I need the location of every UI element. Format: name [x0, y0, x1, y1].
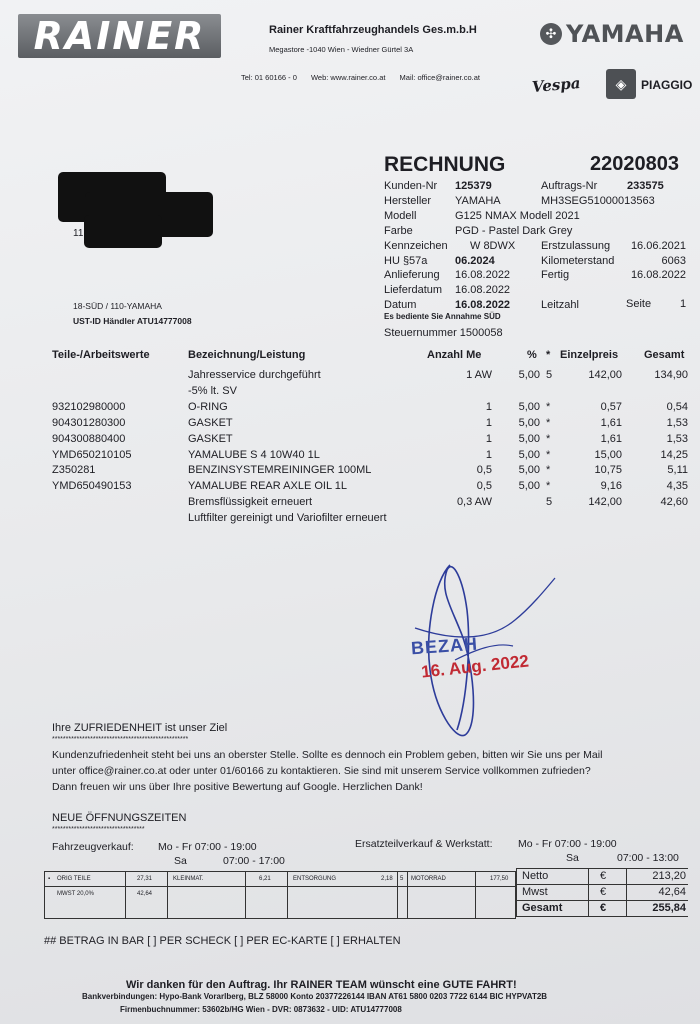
ust-id: UST-ID Händler ATU14777008	[73, 316, 192, 326]
field-value: 16.06.2021	[630, 239, 686, 252]
cell-total: 14,25	[660, 448, 688, 461]
cell-pct: 5,00	[518, 480, 540, 493]
stamp-date: 16. Aug. 2022	[420, 651, 530, 682]
satisfaction-line-2: unter office@rainer.co.at oder unter 01/60166 zu kontaktieren. Sie sind mit unserem Service vollkommen zufrieden?	[52, 765, 591, 777]
contact-mail: Mail: office@rainer.co.at	[399, 73, 480, 82]
vat-total-label: Mwst	[522, 886, 548, 898]
cell-qty: 0,5	[476, 480, 492, 493]
small-material-label: KLEINMAT.	[173, 876, 204, 882]
cell-pct: 5,00	[518, 369, 540, 381]
field-value: 125379	[455, 180, 492, 192]
cell-qty: 0,5	[476, 464, 492, 477]
orig-parts-label: ORIG TEILE	[57, 876, 91, 882]
cell-part: 904300880400	[52, 432, 126, 445]
cell-desc: YAMALUBE REAR AXLE OIL 1L	[188, 480, 347, 493]
cell-unit: 10,75	[594, 464, 622, 477]
grand-total-label: Gesamt	[522, 902, 563, 914]
orig-parts-value: 27,31	[137, 876, 153, 882]
col-header-qty: Anzahl Me	[427, 349, 482, 361]
field-value: MH3SEG51000013563	[541, 194, 655, 207]
cell-unit: 1,61	[600, 432, 622, 445]
payment-line: ## BETRAG IN BAR [ ] PER SCHECK [ ] PER EC-KARTE [ ] ERHALTEN	[44, 935, 401, 947]
satisfaction-stars: **************************************************	[52, 736, 189, 743]
currency-symbol: €	[600, 902, 607, 914]
paid-stamp: BEZAH	[410, 633, 479, 659]
hours-stars: **********************************	[52, 826, 145, 833]
satisfaction-line-1: Kundenzufriedenheit steht bei uns an oberster Stelle. Sollte es dennoch ein Problem geben, bitten wir Sie uns per Mail	[52, 749, 603, 761]
cell-part: YMD650490153	[52, 480, 132, 493]
satisfaction-title: Ihre ZUFRIEDENHEIT ist unser Ziel	[52, 722, 228, 734]
company-register: Firmenbuchnummer: 53602b/HG Wien - DVR: 0873632 - UID: ATU14777008	[120, 1005, 402, 1014]
cell-pct: 5,00	[518, 464, 540, 477]
field-label: Datum	[384, 299, 417, 312]
vehicle-sales-weekday: Mo - Fr 07:00 - 19:00	[158, 841, 257, 853]
cell-part: 932102980000	[52, 400, 126, 413]
yamaha-tuning-fork-icon: ✣	[540, 23, 562, 45]
field-label: HU §57a	[384, 254, 428, 267]
cell-pct: 5,00	[518, 448, 540, 461]
company-address: Megastore -1040 Wien - Wiedner Gürtel 3A	[269, 45, 414, 54]
cell-unit: 15,00	[594, 448, 622, 461]
tax-number: Steuernummer 1500058	[384, 327, 503, 339]
field-label: Anlieferung	[384, 269, 440, 282]
cell-total: 134,90	[654, 369, 688, 381]
thanks-line: Wir danken für den Auftrag. Ihr RAINER TEAM wünscht eine GUTE FAHRT!	[126, 979, 517, 991]
yamaha-logo	[540, 20, 684, 48]
cell-qty: 1	[485, 448, 492, 461]
field-value: 233575	[627, 180, 664, 192]
cell-unit: 9,16	[600, 480, 622, 493]
field-value: 16.08.2022	[455, 299, 511, 312]
company-name: Rainer Kraftfahrzeughandels Ges.m.b.H	[269, 24, 477, 36]
cell-unit: 1,61	[600, 416, 622, 429]
parts-sat-label: Sa	[566, 852, 579, 864]
grand-total-value: 255,84	[652, 902, 686, 914]
totals-box	[516, 868, 688, 917]
cell-qty: 1	[485, 416, 492, 429]
cell-qty: 1	[485, 432, 492, 445]
field-value: PGD - Pastel Dark Grey	[455, 224, 573, 237]
parts-sat: 07:00 - 13:00	[617, 852, 679, 864]
cost-summary-box: ▪ ORIG TEILE 27,31 KLEINMAT. 6,21 ENTSORGUNG 2,18 5 MOTORRAD 177,50 MWST 20,0% 42,64	[44, 871, 516, 919]
net-label: Netto	[522, 870, 549, 882]
contact-line	[241, 73, 492, 82]
cell-desc: YAMALUBE S 4 10W40 1L	[188, 448, 320, 461]
cell-qty: 0,3 AW	[456, 496, 492, 509]
field-label: Hersteller	[384, 194, 432, 207]
field-label: Kunden-Nr	[384, 180, 438, 192]
cell-pct: 5,00	[518, 432, 540, 445]
field-value: 16.08.2022	[455, 269, 511, 282]
small-material-value: 6,21	[259, 876, 271, 882]
cell-part: Z350281	[52, 464, 96, 477]
field-label: Leitzahl	[541, 299, 579, 312]
cell-star: *	[546, 448, 551, 461]
cell-star: *	[546, 480, 551, 493]
field-label: Erstzulassung	[541, 239, 611, 252]
disposal-label: ENTSORGUNG	[293, 876, 337, 882]
vehicle-sales-label: Fahrzeugverkauf:	[52, 841, 134, 853]
rainer-logo: RAINER	[18, 14, 221, 58]
currency-symbol: €	[600, 870, 607, 882]
served-by: Es bediente Sie Annahme SÜD	[384, 312, 501, 321]
cell-total: 5,11	[667, 464, 688, 477]
satisfaction-line-3: Dann freuen wir uns über Ihre positive Bewertung auf Google. Herzlichen Dank!	[52, 781, 423, 793]
cell-total: 1,53	[666, 416, 688, 429]
vat-label: MWST 20,0%	[57, 891, 94, 897]
col-header-total: Gesamt	[644, 349, 685, 361]
vespa-logo: Vespa	[531, 73, 582, 97]
cell-total: 0,54	[666, 400, 688, 413]
cell-unit: 0,57	[600, 400, 622, 413]
cell-star: *	[546, 400, 551, 413]
disposal-value: 2,18	[381, 876, 393, 882]
cell-star: 5	[546, 496, 553, 509]
col-header-star: *	[546, 349, 551, 361]
col-header-part: Teile-/Arbeitswerte	[52, 349, 150, 361]
cell-desc: Bremsflüssigkeit erneuert	[188, 496, 313, 509]
yamaha-logo-text: YAMAHA	[566, 20, 684, 48]
contact-web: Web: www.rainer.co.at	[310, 73, 386, 82]
field-label: Auftrags-Nr	[541, 180, 598, 192]
parts-label: Ersatzteilverkauf & Werkstatt:	[355, 838, 493, 850]
cell-desc: GASKET	[188, 432, 233, 445]
cell-desc: -5% lt. SV	[188, 384, 237, 397]
cell-star: 5	[546, 369, 553, 381]
col-header-desc: Bezeichnung/Leistung	[188, 349, 306, 361]
field-value: 06.2024	[455, 254, 495, 267]
cell-desc: Jahresservice durchgeführt	[188, 369, 321, 381]
field-value: G125 NMAX Modell 2021	[455, 209, 580, 222]
field-label: Modell	[384, 209, 417, 222]
field-label: Farbe	[384, 224, 413, 237]
cell-desc: GASKET	[188, 416, 233, 429]
hours-title: NEUE ÖFFNUNGSZEITEN	[52, 812, 187, 824]
cell-unit: 142,00	[588, 369, 622, 381]
vat-total-value: 42,64	[658, 886, 686, 898]
net-value: 213,20	[652, 870, 686, 882]
page-number: 1	[680, 298, 687, 310]
field-label: Kilometerstand	[541, 254, 615, 267]
cell-total: 4,35	[666, 480, 688, 493]
piaggio-shield-icon: ◈	[606, 69, 636, 99]
cell-star: *	[546, 464, 551, 477]
cell-pct: 5,00	[518, 416, 540, 429]
vehicle-sales-sat: 07:00 - 17:00	[223, 855, 285, 867]
field-value: 16.08.2022	[455, 284, 511, 297]
invoice-title: RECHNUNG	[384, 153, 506, 176]
cell-qty: 1	[485, 400, 492, 413]
cell-pct: 5,00	[518, 400, 540, 413]
vat-value: 42,64	[137, 891, 153, 897]
currency-symbol: €	[600, 886, 607, 898]
cell-desc: O-RING	[188, 400, 228, 413]
redacted-residue: 11	[73, 228, 84, 239]
motorcycle-value: 177,50	[490, 876, 509, 882]
cell-star: *	[546, 432, 551, 445]
field-value: YAMAHA	[455, 194, 501, 207]
cell-desc: Luftfilter gereinigt und Variofilter erneuert	[188, 512, 387, 525]
branch-reference: 18-SÜD / 110-YAMAHA	[73, 301, 162, 311]
field-value: 6063	[661, 254, 686, 267]
cell-total: 1,53	[666, 432, 688, 445]
cell-star: *	[546, 416, 551, 429]
field-label: Fertig	[541, 269, 570, 282]
cell-unit: 142,00	[588, 496, 622, 509]
cell-desc: BENZINSYSTEMREININGER 100ML	[188, 464, 372, 477]
field-label: Kennzeichen	[384, 239, 448, 252]
vehicle-sales-sat-label: Sa	[174, 855, 187, 867]
disposal-code: 5	[400, 876, 404, 882]
field-label: Lieferdatum	[384, 284, 443, 297]
page-label: Seite	[626, 298, 652, 310]
piaggio-logo: PIAGGIO	[641, 78, 693, 92]
parts-weekday: Mo - Fr 07:00 - 19:00	[518, 838, 617, 850]
bank-details: Bankverbindungen: Hypo-Bank Vorarlberg, BLZ 58000 Konto 20377226144 IBAN AT61 5800 0203 7722 6144 BIC HYPVAT2B	[82, 992, 548, 1001]
col-header-pct: %	[527, 349, 537, 361]
field-value: W 8DWX	[470, 239, 516, 252]
invoice-number: 22020803	[590, 153, 679, 175]
field-value: 16.08.2022	[630, 269, 686, 282]
cell-qty: 1 AW	[466, 369, 492, 381]
contact-tel: Tel: 01 60166 - 0	[241, 73, 297, 82]
motorcycle-label: MOTORRAD	[411, 876, 446, 882]
col-header-unit: Einzelpreis	[560, 349, 619, 361]
cell-total: 42,60	[660, 496, 688, 509]
redacted-block	[84, 215, 162, 248]
cell-part: 904301280300	[52, 416, 126, 429]
cell-part: YMD650210105	[52, 448, 132, 461]
